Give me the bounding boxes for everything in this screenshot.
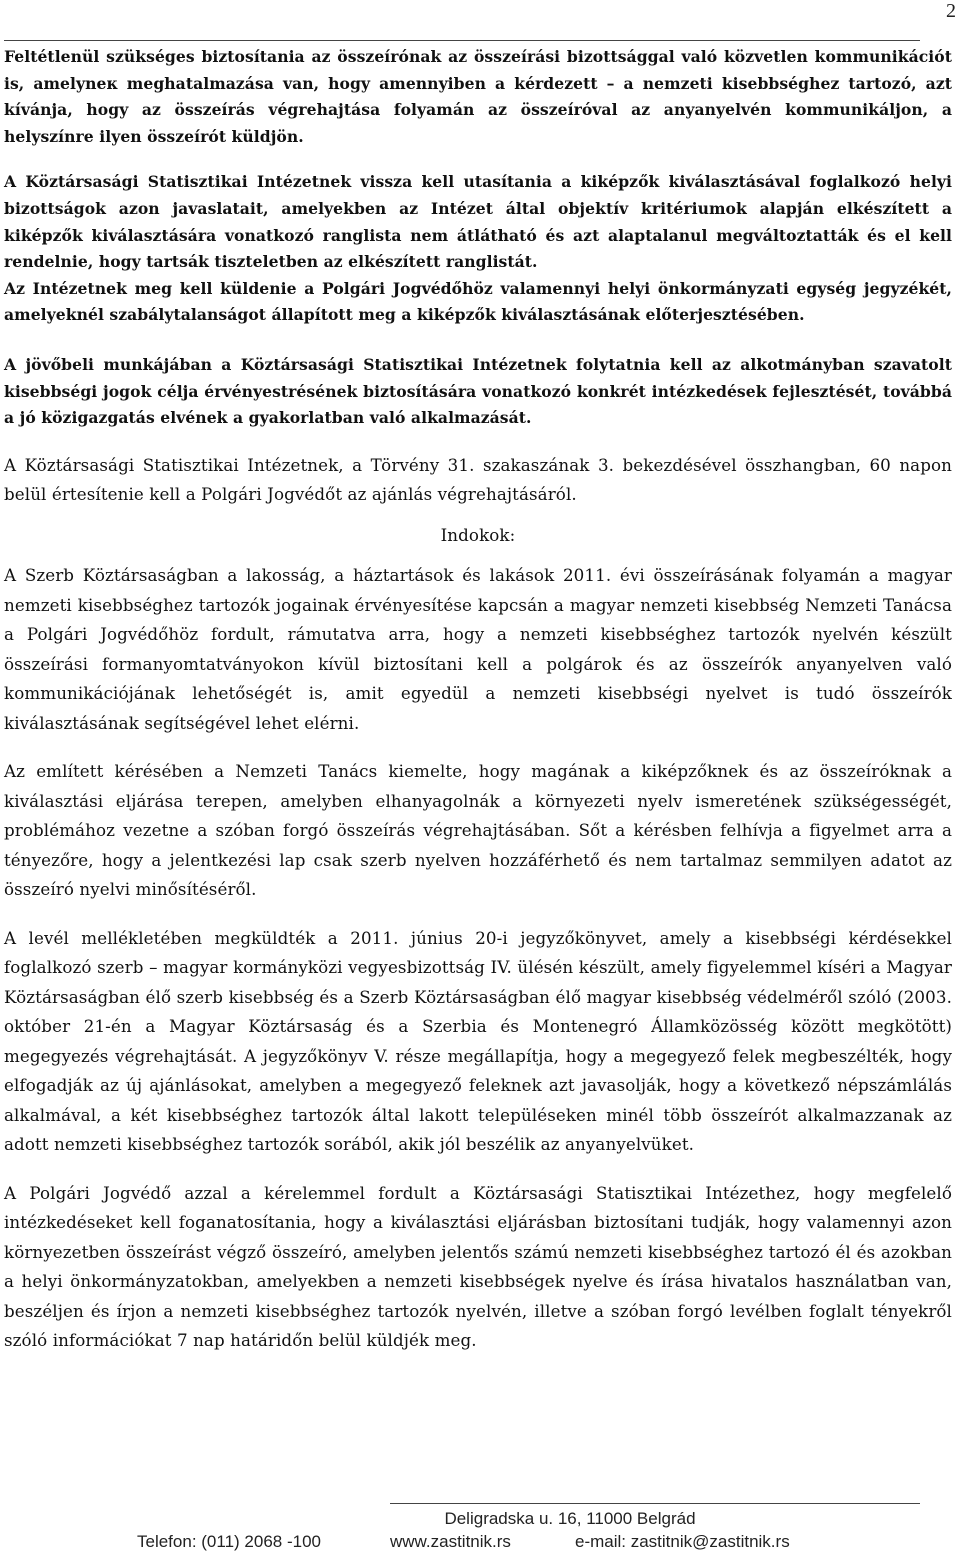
spacer	[4, 905, 952, 924]
spacer	[4, 150, 952, 169]
paragraph-9: A Polgári Jogvédő azzal a kérelemmel fordult a Köztársasági Statisztikai Intézethez, hogy megfelelő intézkedéseket kell foganatosítania, hogy a kiválasztási eljárásban biztosítani tudják, hogy valamennyi azon környezetben összeírást végző összeíró, amelyben jelentős számú nemzeti kisebbséghez tartozó él és azokban a helyi önkormányzatokban, amelyekben a nemzeti kisebbségek nyelve és írása hivatalos használatban van, beszéljen és írjon a nemzeti kisebbséghez tartozók nyelvén, illetve a szóban forgó levélben foglalt tényekről szóló információkat 7 nap határidőn belül küldjék meg.	[4, 1182, 952, 1351]
header-rule	[4, 40, 920, 41]
spacer	[4, 432, 952, 451]
paragraph-bold-4: A jövőbeli munkájában a Köztársasági Statisztikai Intézetnek folytatnia kell az alkotmányban szavatolt kisebbségi jogok célja érvényestrésének biztosítására vonatkozó konkrét intézkedések fejlesztését, továbbá a jó közigazgatás elvének a gyakorlatban való alkalmazását.	[4, 354, 952, 428]
spacer	[4, 510, 952, 521]
spacer	[4, 1160, 952, 1179]
paragraph-5: A Köztársasági Statisztikai Intézetnek, a Törvény 31. szakaszának 3. bekezdésével összhangban, 60 napon belül értesítenie kell a Polgári Jogvédőt az ajánlás végrehajtásáról.	[4, 454, 952, 505]
spacer	[4, 329, 952, 352]
section-heading-indokok: Indokok:	[440, 524, 516, 545]
paragraph-8: A levél mellékletében megküldték a 2011. június 20-i jegyzőkönyvet, amely a kisebbségi kérdésekkel foglalkozó szerb – magyar kormányközi vegyesbizottság IV. ülésén készült, amely figyelemmel kíséri a Magyar Köztársaságban élő szerb kisebbség és a Szerb Köztársaságban élő magyar kisebbség védelméről szóló (2003. október 21-én a Magyar Köztársaság és a Szerbia és Montenegró Államközösség között megkötött) megegyezés végrehajtását. A jegyzőkönyv V. része megállapítja, hogy a megegyező felek megbeszélték, hogy elfogadják az új ajánlásokat, amelyben a megegyező feleknek azt javasolják, hogy a következő népszámlálás alkalmával, a két kisebbséghez tartozók által lakott településeken minél több összeírót alkalmazzanak az adott nemzeti kisebbséghez tartozók sorából, akik jól beszélik az anyanyelvüket.	[4, 927, 952, 1155]
document-body	[4, 44, 952, 1356]
spacer	[4, 550, 952, 561]
paragraph-bold-2: A Köztársasági Statisztikai Intézetnek vissza kell utasítania a kiképzők kiválasztásával foglalkozó helyi bizottságok azon javaslatait, amelyekben az Intézet által objektív kritériumok alapján elkészített a kiképzők kiválasztására vonatkozó ranglista nem átlátható és azt alaptalanul megváltoztatták és el kell rendelnie, hogy tartsák tiszteletben az elkészített ranglistát.	[4, 172, 952, 272]
footer-website[interactable]: www.zastitnik.rs	[390, 1532, 511, 1551]
paragraph-7: Az említett kérésében a Nemzeti Tanács kiemelte, hogy magának a kiképzőknek és az összeíróknak a kiválasztási eljárása terepen, amelyben elhanyagolnák a környezeti nyelv ismeretének szükségességét, problémához vezetne a szóban forgó összeírás végrehajtásában. Sőt a kérésben felhívja a figyelmet arra a tényezőre, hogy a jelentkezési lap csak szerb nyelven hozzáférhető és nem tartalmaz semmilyen adatot az összeíró nyelvi minősítéséről.	[4, 761, 952, 900]
paragraph-6: A Szerb Köztársaságban a lakosság, a háztartások és lakások 2011. évi összeírásának folyamán a magyar nemzeti kisebbséghez tartozók jogainak érvényesítése kapcsán a magyar nemzeti kisebbség Nemzeti Tanácsa a Polgári Jogvédőhöz fordult, rámutatva arra, hogy a nemzeti kisebbséghez tartozók nyelvén készült összeírási formanyomtatványokon kívül biztosítani kell a polgárok és az összeírók anyanyelven való kommunikációjának lehetőségét is, amit egyedül a nemzeti kisebbségi nyelvet is tudó összeírók kiválasztásának segítségével lehet elérni.	[4, 565, 952, 733]
spacer	[4, 738, 952, 757]
footer-phone: Telefon: (011) 2068 -100	[137, 1532, 321, 1551]
page-number: 2	[946, 0, 956, 22]
footer-rule	[390, 1503, 920, 1504]
paragraph-bold-3: Az Intézetnek meg kell küldenie a Polgári Jogvédőhöz valamennyi helyi önkormányzati egység jegyzékét, amelyeknél szabálytalanságot állapított meg a kiképzők kiválasztásának előterjesztésében.	[4, 278, 952, 325]
paragraph-bold-1: Feltétlenül szükséges biztosítania az összeírónak az összeírási bizottsággal való közvetlen kommunikációt is, amelyneк meghatalmazása van, hogy amennyiben a kérdezett – a nemzeti kisebbséghez tartozó, azt kívánja, hogy az összeírás végrehajtása folyamán az összeíróval az anyanyelvén kommunikáljon, a helyszínre ilyen összeírót küldjön.	[4, 47, 952, 146]
footer-email[interactable]: e-mail: zastitnik@zastitnik.rs	[575, 1532, 790, 1551]
footer-address: Deligradska u. 16, 11000 Belgrád	[444, 1509, 696, 1528]
